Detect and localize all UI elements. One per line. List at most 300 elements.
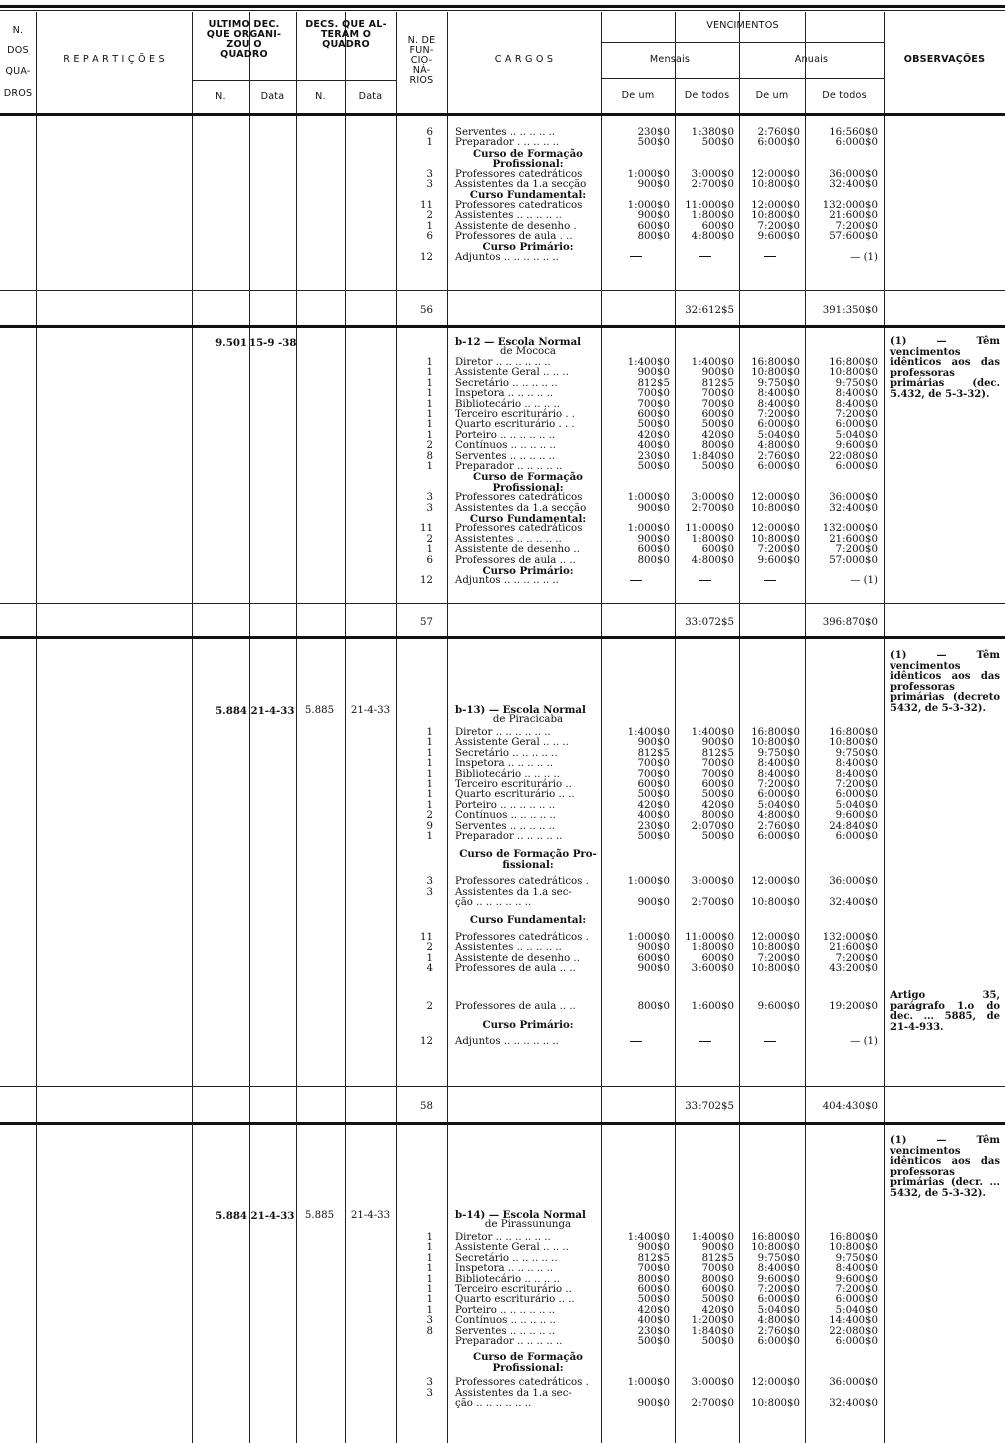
anual-de-um: 2:760$0 xyxy=(757,1325,800,1337)
mensal-de-um: 900$0 xyxy=(637,533,670,545)
cargo-name: Adjuntos .. .. .. .. .. .. xyxy=(455,575,559,587)
mensal-de-todos: 2:070$0 xyxy=(691,820,734,832)
anual-de-um: 7:200$0 xyxy=(757,779,800,790)
mensal-de-um: 700$0 xyxy=(637,398,670,410)
cargo-name: Serventes .. .. .. .. .. xyxy=(455,820,556,832)
cargo-name: Assistentes .. .. .. .. .. xyxy=(455,942,562,954)
observacao-note: (1) — Têm vencimentos idênticos aos das professoras primárias (decr. ... 5432, de 5-3-32). xyxy=(890,1135,1000,1199)
mensal-de-um: 900$0 xyxy=(637,963,670,974)
mensal-de-todos: 1:400$0 xyxy=(691,1232,734,1243)
header-quadros-2: DOS xyxy=(7,45,29,56)
mensal-de-todos: 2:700$0 xyxy=(691,502,734,514)
header-cargos: C A R G O S xyxy=(494,54,554,65)
anual-de-todos: 7:200$0 xyxy=(835,220,878,232)
anual-de-um: 6:000$0 xyxy=(757,1294,800,1306)
mensal-de-todos: 11:000$0 xyxy=(685,199,734,211)
mensal-de-todos: 800$0 xyxy=(701,1273,734,1285)
funcionarios-count: 3 xyxy=(426,502,433,514)
header-observacoes: OBSERVAÇÕES xyxy=(903,54,986,65)
mensal-de-um: 1:000$0 xyxy=(627,931,670,943)
mensal-de-todos: 600$0 xyxy=(701,220,734,232)
cargo-name: Professores catedraticos xyxy=(455,199,583,211)
mensal-de-um: 800$0 xyxy=(637,1273,670,1285)
anual-de-um: 12:000$0 xyxy=(751,492,800,504)
funcionarios-count: 1 xyxy=(426,747,433,759)
anual-de-todos: — (1) xyxy=(850,1036,878,1048)
ultimo-dec-number: 5.884 xyxy=(215,705,247,717)
ultimo-dec-number: 5.884 xyxy=(215,1210,247,1222)
anual-de-um: 10:800$0 xyxy=(751,1398,800,1409)
header-ultimo-dec-1: ULTIMO DEC. xyxy=(208,19,280,30)
anual-de-todos: 36:000$0 xyxy=(829,492,878,504)
funcionarios-count: 11 xyxy=(420,523,433,535)
rule-col-ult-n xyxy=(249,12,250,1443)
mensal-de-todos: 600$0 xyxy=(701,1284,734,1295)
anual-de-todos: 132:000$0 xyxy=(822,523,878,535)
funcionarios-count: 1 xyxy=(426,1304,433,1316)
funcionarios-count: 3 xyxy=(426,876,433,888)
mensal-de-um-dash xyxy=(601,576,670,586)
funcionarios-count: 1 xyxy=(426,952,433,964)
mensal-de-um: 812$5 xyxy=(637,377,670,389)
mensal-de-um: 230$0 xyxy=(637,820,670,832)
mensal-de-todos: 900$0 xyxy=(701,1242,734,1254)
cargo-name: Professores catedráticos xyxy=(455,523,583,535)
section-total-rule-top xyxy=(0,603,1005,604)
cargo-name: Professores de aula . .. xyxy=(455,231,573,242)
observacao-note: (1) — Têm vencimentos idênticos aos das professoras primárias (decreto 5432, de 5-3-32). xyxy=(890,650,1000,714)
mensal-de-um: 900$0 xyxy=(637,179,670,190)
funcionarios-count: 1 xyxy=(426,1284,433,1295)
anual-de-todos: 9:600$0 xyxy=(835,1273,878,1285)
cargo-name: Terceiro escriturário .. xyxy=(455,1284,572,1295)
cargo-name: Contínuos .. .. .. .. .. xyxy=(455,440,556,452)
header-ultimo-dec-2: QUE ORGANI- xyxy=(206,29,282,40)
mensal-de-um: 400$0 xyxy=(637,440,670,452)
anual-de-todos: 43:200$0 xyxy=(829,963,878,974)
cargo-name: Professores catedráticos xyxy=(455,492,583,504)
funcionarios-count: 1 xyxy=(426,377,433,389)
mensal-de-um: 700$0 xyxy=(637,758,670,770)
total-mensal: 33:072$5 xyxy=(685,617,734,628)
cargo-name: Professores de aula .. .. xyxy=(455,963,576,974)
anual-de-um: 5:040$0 xyxy=(757,799,800,811)
mensal-de-um: 700$0 xyxy=(637,388,670,400)
rule-header-bottom xyxy=(0,113,1005,116)
anual-de-todos: 6:000$0 xyxy=(835,789,878,801)
cargo-name: Serventes .. .. .. .. .. xyxy=(455,450,556,462)
anual-de-todos: 5:040$0 xyxy=(835,1304,878,1316)
mensal-de-um: 400$0 xyxy=(637,1315,670,1327)
cargo-name: Assistentes da 1.a secção xyxy=(455,502,587,514)
alteracao-dec-date: 21-4-33 xyxy=(350,1210,391,1221)
mensal-de-todos: 420$0 xyxy=(701,1304,734,1316)
section-subtitle: de Piracicaba xyxy=(492,714,564,726)
anual-de-um: 9:600$0 xyxy=(757,1001,800,1013)
alteracao-dec-date: 21-4-33 xyxy=(350,705,391,716)
mensal-de-um: 812$5 xyxy=(637,1252,670,1264)
mensal-de-um: 1:000$0 xyxy=(627,492,670,504)
mensal-de-todos: 600$0 xyxy=(701,779,734,790)
anual-de-todos: 7:200$0 xyxy=(835,779,878,790)
mensal-de-todos: 700$0 xyxy=(701,398,734,410)
mensal-de-um: 600$0 xyxy=(637,544,670,556)
cargo-group-heading: Curso Primário: xyxy=(482,565,574,577)
funcionarios-count: 3 xyxy=(426,886,433,898)
cargo-name: Professores catedráticos . xyxy=(455,876,589,888)
anual-de-um: 9:750$0 xyxy=(757,377,800,389)
cargo-name: Assistentes da 1.a sec- xyxy=(455,1387,572,1399)
funcionarios-count: 3 xyxy=(426,168,433,180)
funcionarios-count: 2 xyxy=(426,942,433,954)
cargo-name: Preparador .. .. .. .. .. xyxy=(455,831,563,842)
mensal-de-todos: 2:700$0 xyxy=(691,1398,734,1409)
anual-de-um: 6:000$0 xyxy=(757,419,800,431)
anual-de-um: 12:000$0 xyxy=(751,168,800,180)
mensal-de-todos: 500$0 xyxy=(701,137,734,149)
mensal-de-todos: 11:000$0 xyxy=(685,931,734,943)
mensal-de-todos: 3:000$0 xyxy=(691,876,734,888)
funcionarios-count: 3 xyxy=(426,1377,433,1389)
cargo-name: Preparador . .. .. .. .. xyxy=(455,137,560,149)
mensal-de-um: 500$0 xyxy=(637,1294,670,1306)
funcionarios-count: 1 xyxy=(426,357,433,368)
header-ult-n: N. xyxy=(215,91,226,102)
cargo-name: Inspetora .. .. .. .. .. xyxy=(455,388,554,400)
total-mensal: 33:702$5 xyxy=(685,1101,734,1112)
anual-de-um: 5:040$0 xyxy=(757,1304,800,1316)
mensal-de-todos: 500$0 xyxy=(701,1336,734,1347)
anual-de-todos: 132:000$0 xyxy=(822,931,878,943)
anual-de-um: 4:800$0 xyxy=(757,1315,800,1327)
header-mensal-de-um: De um xyxy=(621,90,655,101)
anual-de-um: 4:800$0 xyxy=(757,440,800,452)
funcionarios-count: 1 xyxy=(426,461,433,472)
funcionarios-count: 1 xyxy=(426,409,433,420)
anual-de-um: 12:000$0 xyxy=(751,1377,800,1389)
cargo-name: Porteiro .. .. .. .. .. .. xyxy=(455,1304,556,1316)
anual-de-todos: 5:040$0 xyxy=(835,429,878,441)
anual-de-todos: 57:000$0 xyxy=(829,554,878,566)
funcionarios-count: 2 xyxy=(426,440,433,452)
anual-de-todos: 8:400$0 xyxy=(835,1263,878,1275)
anual-de-todos: 16:560$0 xyxy=(829,127,878,138)
anual-de-um: 6:000$0 xyxy=(757,831,800,842)
mensal-de-todos: 3:000$0 xyxy=(691,1377,734,1389)
anual-de-todos: — (1) xyxy=(850,251,878,263)
mensal-de-um: 500$0 xyxy=(637,461,670,472)
mensal-de-todos: 500$0 xyxy=(701,1294,734,1306)
mensal-de-um: 800$0 xyxy=(637,1001,670,1013)
anual-de-todos: — (1) xyxy=(850,575,878,587)
funcionarios-count: 2 xyxy=(426,210,433,222)
mensal-de-um: 1:000$0 xyxy=(627,523,670,535)
funcionarios-count: 8 xyxy=(426,450,433,462)
cargo-name: Secretário .. .. .. .. .. xyxy=(455,377,558,389)
cargo-name: Assistente Geral .. .. .. xyxy=(455,1242,569,1254)
rule-header-sub xyxy=(192,80,396,81)
anual-de-todos: 9:600$0 xyxy=(835,440,878,452)
anual-de-todos: 6:000$0 xyxy=(835,831,878,842)
mensal-de-todos: 700$0 xyxy=(701,758,734,770)
anual-de-um: 12:000$0 xyxy=(751,876,800,888)
mensal-de-um: 800$0 xyxy=(637,231,670,242)
anual-de-um: 10:800$0 xyxy=(751,1242,800,1254)
funcionarios-count: 6 xyxy=(426,231,433,242)
cargo-group-heading: Curso Fundamental: xyxy=(469,513,587,525)
mensal-de-todos-dash xyxy=(675,1037,734,1047)
cargo-name: Bibliotecário .. .. .. .. xyxy=(455,398,560,410)
section-title: b-12 — Escola Normal xyxy=(455,336,582,348)
mensal-de-todos: 812$5 xyxy=(701,377,734,389)
mensal-de-todos: 4:800$0 xyxy=(691,554,734,566)
mensal-de-todos: 800$0 xyxy=(701,440,734,452)
anual-de-um: 5:040$0 xyxy=(757,429,800,441)
cargo-group-heading: Curso de Formação xyxy=(473,471,583,484)
total-mensal: 32:612$5 xyxy=(685,305,734,316)
section-total-rule-bottom xyxy=(0,325,1005,328)
header-decs-alteram-2: TERAM O xyxy=(320,29,372,40)
total-funcionarios: 57 xyxy=(420,617,433,628)
funcionarios-count: 1 xyxy=(426,727,433,738)
anual-de-todos: 6:000$0 xyxy=(835,137,878,149)
anual-de-um: 8:400$0 xyxy=(757,758,800,770)
cargo-name: Assistente de desenho .. xyxy=(455,544,580,556)
anual-de-um: 9:750$0 xyxy=(757,1252,800,1264)
ultimo-dec-date: 21-4-33 xyxy=(250,1210,295,1222)
anual-de-um: 7:200$0 xyxy=(757,952,800,964)
anual-de-todos: 32:400$0 xyxy=(829,897,878,908)
mensal-de-um: 900$0 xyxy=(637,1242,670,1254)
anual-de-todos: 6:000$0 xyxy=(835,1336,878,1347)
anual-de-todos: 57:600$0 xyxy=(829,231,878,242)
section-total-rule-bottom xyxy=(0,1122,1005,1125)
header-funcionarios-2: FUN- xyxy=(409,45,434,56)
cargo-group-heading: Profissional: xyxy=(492,481,564,494)
header-funcionarios-3: CIO- xyxy=(410,55,433,66)
header-alt-data: Data xyxy=(358,91,383,102)
funcionarios-count: 1 xyxy=(426,831,433,842)
anual-de-um: 6:000$0 xyxy=(757,789,800,801)
anual-de-todos: 21:600$0 xyxy=(829,210,878,222)
rule-col-funcionarios xyxy=(447,12,448,1443)
mensal-de-todos: 4:800$0 xyxy=(691,231,734,242)
funcionarios-count: 1 xyxy=(426,1263,433,1275)
cargo-group-heading: Curso de Formação Pro- xyxy=(459,848,597,861)
cargo-name-cont: ção .. .. .. .. .. .. xyxy=(455,1398,532,1409)
anual-de-todos: 10:800$0 xyxy=(829,1242,878,1254)
ultimo-dec-number: 9.501 xyxy=(215,337,247,349)
cargo-name: Secretário .. .. .. .. .. xyxy=(455,747,558,759)
anual-de-todos: 19:200$0 xyxy=(829,1001,878,1013)
cargo-group-heading: fissional: xyxy=(502,858,554,871)
anual-de-todos: 14:400$0 xyxy=(829,1315,878,1327)
funcionarios-count: 3 xyxy=(426,1315,433,1327)
anual-de-um: 9:600$0 xyxy=(757,554,800,566)
mensal-de-todos: 700$0 xyxy=(701,388,734,400)
mensal-de-todos: 1:840$0 xyxy=(691,1325,734,1337)
mensal-de-um: 900$0 xyxy=(637,502,670,514)
mensal-de-um: 1:400$0 xyxy=(627,727,670,738)
mensal-de-um-dash xyxy=(601,1037,670,1047)
cargo-group-heading: Curso de Formação xyxy=(473,1351,583,1364)
mensal-de-todos: 600$0 xyxy=(701,544,734,556)
mensal-de-todos: 500$0 xyxy=(701,789,734,801)
funcionarios-count: 8 xyxy=(426,1325,433,1337)
mensal-de-um: 500$0 xyxy=(637,1336,670,1347)
funcionarios-count: 1 xyxy=(426,137,433,149)
funcionarios-count: 6 xyxy=(426,554,433,566)
anual-de-todos: 132:000$0 xyxy=(822,199,878,211)
cargo-name: Diretor .. .. .. .. .. .. xyxy=(455,1232,551,1243)
anual-de-um: 4:800$0 xyxy=(757,810,800,822)
funcionarios-count: 1 xyxy=(426,1252,433,1264)
section-total-rule-top xyxy=(0,290,1005,291)
mensal-de-um: 900$0 xyxy=(637,367,670,379)
cargo-name: Assistentes .. .. .. .. .. xyxy=(455,210,562,222)
mensal-de-todos: 1:400$0 xyxy=(691,357,734,368)
anual-de-todos: 8:400$0 xyxy=(835,388,878,400)
funcionarios-count: 1 xyxy=(426,768,433,780)
cargo-name: Contínuos .. .. .. .. .. xyxy=(455,1315,556,1327)
mensal-de-um-dash xyxy=(601,253,670,263)
anual-de-um-dash xyxy=(739,1037,800,1047)
mensal-de-um: 900$0 xyxy=(637,897,670,908)
mensal-de-um: 600$0 xyxy=(637,1284,670,1295)
mensal-de-todos: 700$0 xyxy=(701,768,734,780)
anual-de-um: 7:200$0 xyxy=(757,544,800,556)
funcionarios-count: 4 xyxy=(426,963,433,974)
anual-de-todos: 5:040$0 xyxy=(835,799,878,811)
cargo-name: Assistentes .. .. .. .. .. xyxy=(455,533,562,545)
funcionarios-count: 1 xyxy=(426,429,433,441)
anual-de-todos: 6:000$0 xyxy=(835,461,878,472)
cargo-name: Quarto escriturário .. .. xyxy=(455,1294,575,1306)
anual-de-um: 6:000$0 xyxy=(757,1336,800,1347)
cargo-group-heading: Curso Primário: xyxy=(482,1018,574,1031)
funcionarios-count: 1 xyxy=(426,789,433,801)
header-reparticoes: R E P A R T I Ç Õ E S xyxy=(63,54,165,65)
mensal-de-todos: 812$5 xyxy=(701,747,734,759)
anual-de-todos: 7:200$0 xyxy=(835,1284,878,1295)
cargo-name: Inspetora .. .. .. .. .. xyxy=(455,1263,554,1275)
rule-col-alt-n xyxy=(345,12,346,1443)
header-anual-de-um: De um xyxy=(755,90,789,101)
funcionarios-count: 12 xyxy=(420,251,433,263)
cargo-group-heading: Curso Primário: xyxy=(482,241,574,254)
cargo-group-heading: Curso de Formação xyxy=(473,147,583,160)
total-anual: 396:870$0 xyxy=(822,617,878,628)
cargo-name: Professores de aula .. .. xyxy=(455,1001,576,1013)
anual-de-todos: 10:800$0 xyxy=(829,737,878,749)
mensal-de-todos: 500$0 xyxy=(701,831,734,842)
funcionarios-count: 1 xyxy=(426,799,433,811)
mensal-de-um: 900$0 xyxy=(637,210,670,222)
mensal-de-um: 500$0 xyxy=(637,137,670,149)
header-decs-alteram-1: DECS. QUE AL- xyxy=(305,19,387,30)
anual-de-um: 9:750$0 xyxy=(757,747,800,759)
anual-de-todos: 16:800$0 xyxy=(829,357,878,368)
header-mensal-de-todos: De todos xyxy=(684,90,730,101)
anual-de-um: 10:800$0 xyxy=(751,533,800,545)
alteracao-dec-number: 5.885 xyxy=(304,1210,335,1221)
mensal-de-todos: 700$0 xyxy=(701,1263,734,1275)
cargo-name: Quarto escriturário .. .. xyxy=(455,789,575,801)
total-anual: 391:350$0 xyxy=(822,305,878,316)
mensal-de-um: 400$0 xyxy=(637,810,670,822)
anual-de-um: 8:400$0 xyxy=(757,398,800,410)
cargo-group-heading: Curso Fundamental: xyxy=(469,189,587,202)
anual-de-todos: 22:080$0 xyxy=(829,450,878,462)
header-funcionarios-1: N. DE xyxy=(407,35,436,46)
cargo-name: Secretário .. .. .. .. .. xyxy=(455,1252,558,1264)
funcionarios-count: 11 xyxy=(420,199,433,211)
mensal-de-um: 230$0 xyxy=(637,450,670,462)
anual-de-um: 8:400$0 xyxy=(757,768,800,780)
section-title: b-14) — Escola Normal xyxy=(455,1209,586,1221)
mensal-de-todos: 1:380$0 xyxy=(691,127,734,138)
anual-de-um: 16:800$0 xyxy=(751,357,800,368)
anual-de-um: 16:800$0 xyxy=(751,1232,800,1243)
cargo-group-heading: Profissional: xyxy=(492,1361,564,1374)
anual-de-todos: 32:400$0 xyxy=(829,502,878,514)
header-alt-n: N. xyxy=(315,91,326,102)
observacao-note: (1) — Têm vencimentos idênticos aos das professoras primárias (dec. 5.432, de 5-3-32). xyxy=(890,336,1000,400)
anual-de-todos: 10:800$0 xyxy=(829,367,878,379)
mensal-de-todos: 420$0 xyxy=(701,799,734,811)
anual-de-um: 7:200$0 xyxy=(757,409,800,420)
cargo-group-heading: Curso Fundamental: xyxy=(469,914,587,927)
cargo-name: Bibliotecário .. .. .. .. xyxy=(455,1273,560,1285)
header-mensais: Mensais xyxy=(649,54,691,65)
cargo-name: Adjuntos .. .. .. .. .. .. xyxy=(455,251,559,263)
anual-de-todos: 16:800$0 xyxy=(829,727,878,738)
ultimo-dec-date: 15-9 -38 xyxy=(249,337,297,349)
cargo-name: Professores catedráticos . xyxy=(455,1377,589,1389)
observacao-note-artigo: Artigo 35, parágrafo 1.o do dec. ... 5885, de 21-4-933. xyxy=(890,990,1000,1033)
funcionarios-count: 1 xyxy=(426,1232,433,1243)
header-quadros-4: DROS xyxy=(3,88,33,99)
funcionarios-count: 1 xyxy=(426,1294,433,1306)
mensal-de-um: 812$5 xyxy=(637,747,670,759)
mensal-de-todos: 3:600$0 xyxy=(691,963,734,974)
header-vencimentos: VENCIMENTOS xyxy=(706,20,779,31)
mensal-de-um: 420$0 xyxy=(637,799,670,811)
mensal-de-todos: 500$0 xyxy=(701,461,734,472)
mensal-de-todos: 600$0 xyxy=(701,409,734,420)
anual-de-todos: 36:000$0 xyxy=(829,168,878,180)
cargo-name: Diretor .. .. .. .. .. .. xyxy=(455,357,551,368)
header-ultimo-dec-4: QUADRO xyxy=(220,49,268,60)
section-total-rule-top xyxy=(0,1086,1005,1087)
anual-de-todos: 9:750$0 xyxy=(835,377,878,389)
cargo-name: Assistentes da 1.a secção xyxy=(455,179,587,190)
header-funcionarios-4: NÁ- xyxy=(412,65,431,76)
cargo-name: Preparador .. .. .. .. .. xyxy=(455,461,563,472)
anual-de-um: 10:800$0 xyxy=(751,963,800,974)
funcionarios-count: 3 xyxy=(426,1387,433,1399)
mensal-de-todos: 420$0 xyxy=(701,429,734,441)
section-total-rule-bottom xyxy=(0,636,1005,639)
mensal-de-todos: 1:200$0 xyxy=(691,1315,734,1327)
cargo-name: Serventes .. .. .. .. .. xyxy=(455,127,556,138)
cargo-name: Professores catedráticos xyxy=(455,168,583,180)
total-funcionarios: 58 xyxy=(420,1101,433,1112)
mensal-de-um: 500$0 xyxy=(637,789,670,801)
funcionarios-count: 1 xyxy=(426,1242,433,1254)
mensal-de-um: 230$0 xyxy=(637,1325,670,1337)
anual-de-todos: 21:600$0 xyxy=(829,942,878,954)
